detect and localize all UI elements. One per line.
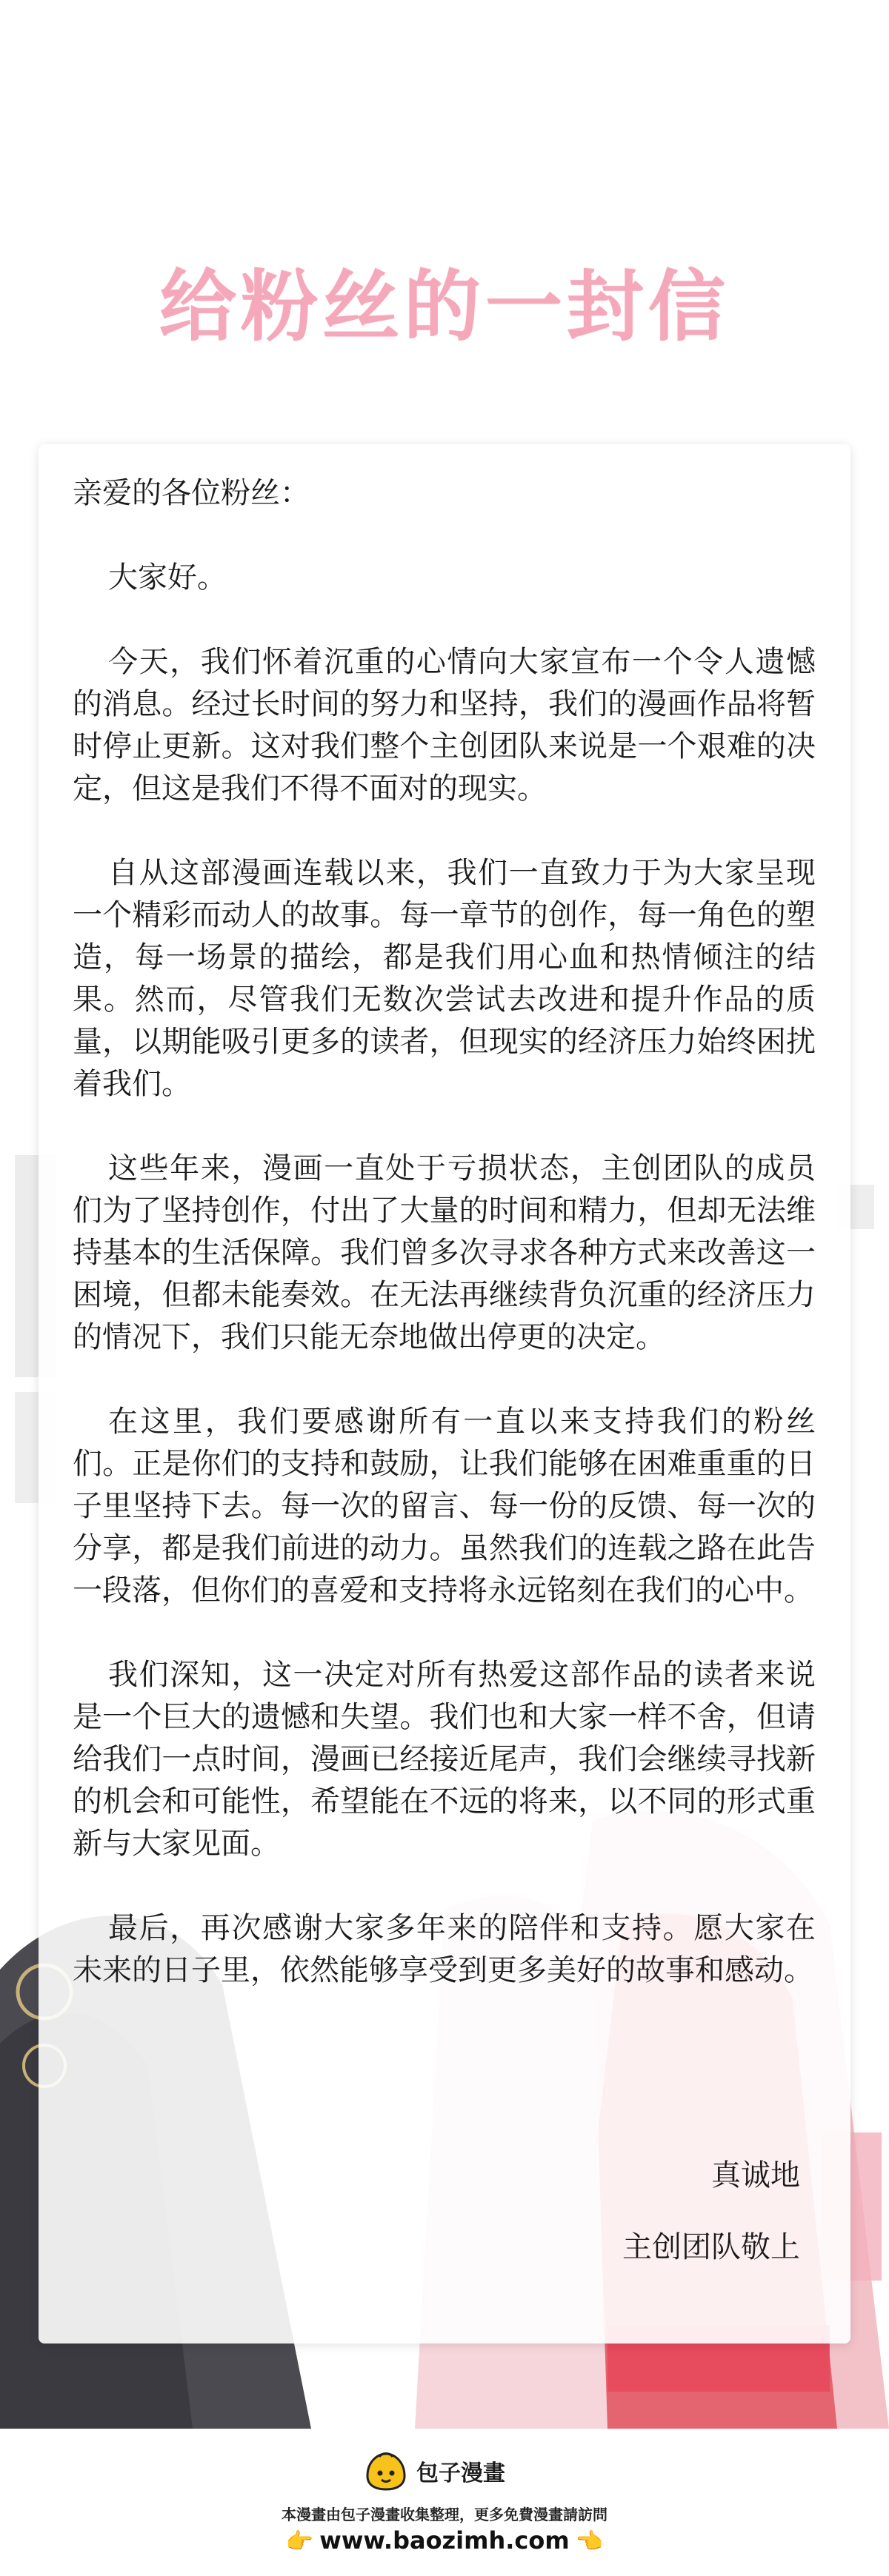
letter-paragraph: 这些年来，漫画一直处于亏损状态，主创团队的成员们为了坚持创作，付出了大量的时间和精力，但却无法维持基本的生活保障。我们曾多次寻求各种方式来改善这一困境，但都未能奏效。在无法再继续背负沉重的经济压力的情况下，我们只能无奈地做出停更的决定。 xyxy=(73,1151,816,1354)
letter-paragraph: 今天，我们怀着沉重的心情向大家宣布一个令人遗憾的消息。经过长时间的努力和坚持，我们的漫画作品将暂时停止更新。这对我们整个主创团队来说是一个艰难的决定，但这是我们不得不面对的现实。 xyxy=(73,645,816,806)
footer-url[interactable]: www.baozimh.com xyxy=(319,2526,570,2555)
pointing-left-hand-icon: 👈 xyxy=(575,2529,604,2555)
letter-closing: 真诚地 xyxy=(711,2158,800,2192)
footer xyxy=(0,2429,889,2576)
page-title: 给粉丝的一封信 xyxy=(159,261,730,352)
footer-logo[interactable] xyxy=(363,2446,505,2495)
pointing-right-hand-icon: 👉 xyxy=(285,2529,314,2555)
bun-logo-icon xyxy=(363,2448,409,2494)
letter-signature: 主创团队敬上 xyxy=(622,2230,800,2264)
letter-paragraph: 自从这部漫画连载以来，我们一直致力于为大家呈现一个精彩而动人的故事。每一章节的创作，每一角色的塑造，每一场景的描绘，都是我们用心血和热情倾注的结果。然而，尽管我们无数次尝试去改进和提升作品的质量，以期能吸引更多的读者，但现实的经济压力始终困扰着我们。 xyxy=(73,856,816,1101)
letter-paragraph: 我们深知，这一决定对所有热爱这部作品的读者来说是一个巨大的遗憾和失望。我们也和大家一样不舍，但请给我们一点时间，漫画已经接近尾声，我们会继续寻找新的机会和可能性，希望能在不远的将来，以不同的形式重新与大家见面。 xyxy=(73,1658,816,1861)
letter-paragraph: 大家好。 xyxy=(108,561,227,595)
letter-paragraph: 在这里，我们要感谢所有一直以来支持我们的粉丝们。正是你们的支持和鼓励，让我们能够在困难重重的日子里坚持下去。每一次的留言、每一份的反馈、每一次的分享，都是我们前进的动力。虽然我们的连载之路在此告一段落，但你们的喜爱和支持将永远铭刻在我们的心中。 xyxy=(73,1405,816,1608)
letter-signoff xyxy=(622,2155,800,2269)
letter-salutation: 亲爱的各位粉丝： xyxy=(73,476,310,510)
footer-url-row[interactable] xyxy=(0,2526,889,2555)
letter-paragraph: 最后，再次感谢大家多年来的陪伴和支持。愿大家在未来的日子里，依然能够享受到更多美好的故事和感动。 xyxy=(73,1911,816,1987)
footer-note: 本漫畫由包子漫畫收集整理，更多免費漫畫請訪問 xyxy=(282,2506,607,2523)
footer-brand: 包子漫畫 xyxy=(416,2460,505,2486)
letter-body xyxy=(73,472,816,2034)
